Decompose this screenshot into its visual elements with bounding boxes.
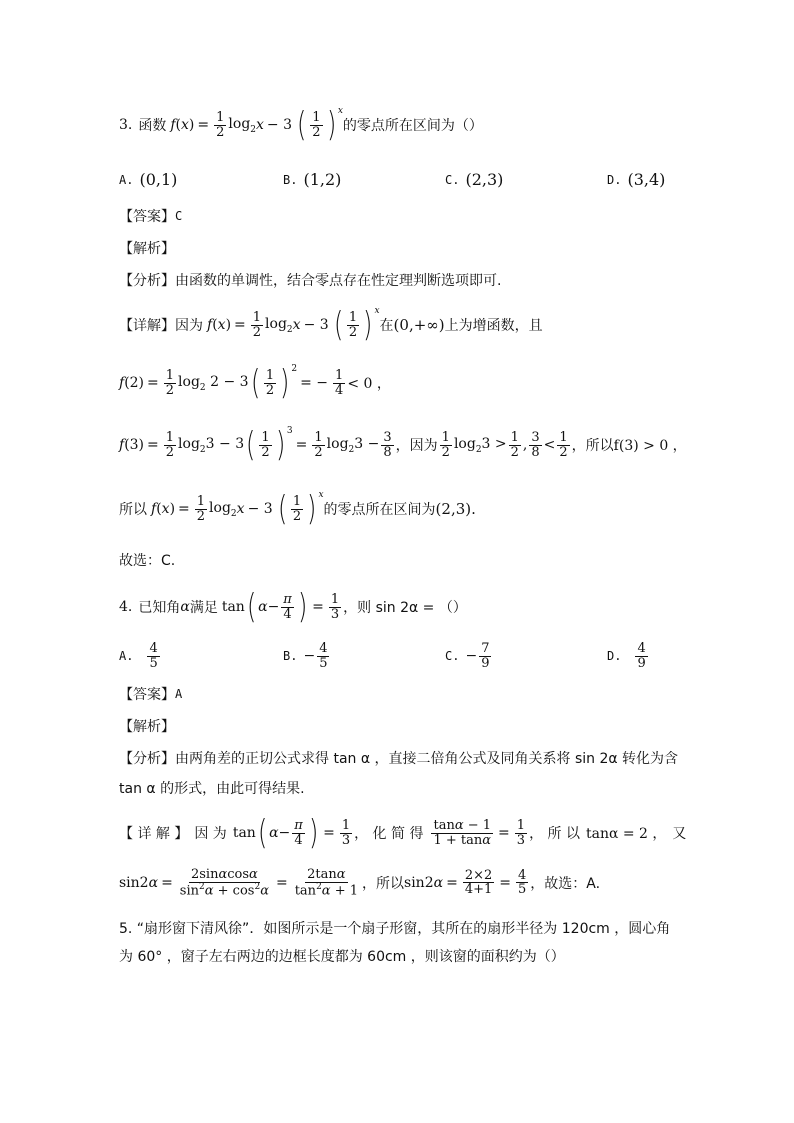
q3-option-c: C. (2,3) xyxy=(445,170,504,189)
q3-conclusion: 所以 f ( x ) = $\frac{1}{2}$ $\log_2$ x − 3 ( $\frac{1}{2}$ ) $^x$ 的零点所在区间为 (2,3). xyxy=(119,489,476,529)
q4-option-c: C. − $\frac{7}{9}$ xyxy=(445,641,490,671)
q5-line1: 5. “扇形窗下清风徐”．如图所示是一个扇子形窗，其所在的扇形半径为 120cm ，圆心角 xyxy=(119,921,671,937)
q4-analysis-tag: 【解析】 xyxy=(119,719,175,735)
q3-detail-line1: 【详解】 因为 f ( x ) = $\frac{1}{2}$ $\log_2$ x − 3 ( $\frac{1}{2}$ ) $^x$ 在 (0,+∞) 上为增函数，且 xyxy=(119,305,543,345)
q4-answer: 【答案】 A xyxy=(119,687,183,703)
q3-option-b: B. (1,2) xyxy=(283,170,342,189)
q4-detail-line1: 【 详 解 】 因 为 tan ( α − $\frac{\pi}{4}$ ) = $\frac{1}{3}$ ， 化 简 得 $\frac{\tan\alpha - 1}{1 + \tan\alpha}$ = $\frac{1}{3}$ ， 所 以 tanα = 2 ， 又 xyxy=(119,813,687,853)
q4-fenxi-2: tan α 的形式，由此可得结果. xyxy=(119,781,305,797)
q3-suffix: 的零点所在区间为（） xyxy=(342,118,483,134)
q4-stem: 4. 已知角 α 满足 tan ( α − $\frac{\pi}{4}$ ) = $\frac{1}{3}$ ，则 sin 2α = （） xyxy=(119,587,467,627)
q4-option-d: D. $\frac{4}{9}$ xyxy=(607,641,646,671)
q3-f3-line: f (3) = $\frac{1}{2}$ $\log_23 - 3$ ( $\frac{1}{2}$ ) $^3$ = $\frac{1}{2}$ $\log_23$ − $\frac{3}{8}$ ，因为 $\frac{1}{2}$ $\log_23$ > $\frac{1}{2}$ , $\frac{3}{8}$ < $\frac{1}{2}$ ，所以 f(3) > 0 ， xyxy=(119,425,687,465)
q3-option-d: D. (3,4) xyxy=(607,170,666,189)
q4-option-a: A. $\frac{4}{5}$ xyxy=(119,641,158,671)
q3-prefix: 函数 xyxy=(138,118,167,134)
q4-option-b: B. − $\frac{4}{5}$ xyxy=(283,641,328,671)
q3-number: 3. xyxy=(119,117,133,133)
q4-number: 4. xyxy=(119,599,133,615)
q3-f2-line: f (2) = $\frac{1}{2}$ $\log_2 2 - 3$ ( $\frac{1}{2}$ ) $^2$ = − $\frac{1}{4}$ < 0 ， xyxy=(119,363,391,403)
q3-option-a: A. (0,1) xyxy=(119,170,178,189)
q4-fenxi-1: 【分析】 由两角差的正切公式求得 tan α ，直接二倍角公式及同角关系将 sin 2α 转化为含 xyxy=(119,751,679,767)
q3-fenxi: 【分析】 由函数的单调性，结合零点存在性定理判断选项即可. xyxy=(119,273,502,289)
q3-answer: 【答案】 C xyxy=(119,209,183,225)
q5-line2: 为 60° ，窗子左右两边的边框长度都为 60cm ，则该窗的面积约为（） xyxy=(119,949,565,965)
q3-analysis-tag: 【解析】 xyxy=(119,241,175,257)
q3-choose: 故选：C. xyxy=(119,553,176,569)
q4-detail-line2: sin2α = $\frac{2\sin\alpha\cos\alpha}{\sin^2\alpha + \cos^2\alpha}$ = $\frac{2\tan\alpha}{\tan^2\alpha + 1}$ ，所以 sin2α = $\frac{2\times 2}{4+1}$ = $\frac{4}{5}$ ，故选：A. xyxy=(119,867,601,898)
q3-stem: 3. 函数 f ( x ) = $\frac{1}{2}$ $\log_2$ x − 3 ( $\frac{1}{2}$ ) $^x$ 的零点所在区间为（） xyxy=(119,105,483,145)
